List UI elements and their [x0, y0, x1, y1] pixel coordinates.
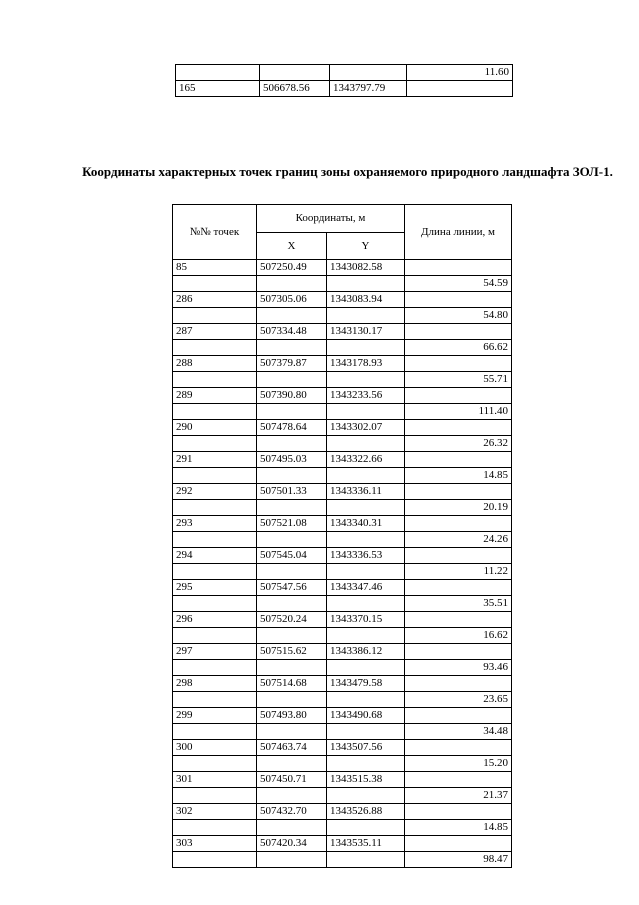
x-cell: 507493.80 — [257, 708, 327, 724]
table-row — [173, 660, 512, 676]
x-cell: 507520.24 — [257, 612, 327, 628]
point-cell — [173, 788, 257, 804]
point-cell — [173, 852, 257, 868]
y-cell — [327, 500, 405, 516]
length-cell: 111.40 — [405, 404, 512, 420]
length-cell: 24.26 — [405, 532, 512, 548]
length-cell: 93.46 — [405, 660, 512, 676]
length-cell — [405, 708, 512, 724]
x-cell: 506678.56 — [260, 81, 330, 97]
point-cell — [173, 468, 257, 484]
x-cell — [257, 820, 327, 836]
length-cell: 35.51 — [405, 596, 512, 612]
table-row — [173, 724, 512, 740]
y-cell — [327, 564, 405, 580]
length-cell — [405, 484, 512, 500]
x-cell — [260, 65, 330, 81]
table-row — [173, 372, 512, 388]
table-row — [173, 356, 512, 372]
y-cell: 1343336.11 — [327, 484, 405, 500]
table-row — [173, 804, 512, 820]
length-cell — [405, 420, 512, 436]
table-row — [173, 612, 512, 628]
y-cell — [327, 404, 405, 420]
table-row — [173, 772, 512, 788]
table-row — [173, 388, 512, 404]
y-cell — [327, 788, 405, 804]
x-cell: 507515.62 — [257, 644, 327, 660]
y-cell — [327, 372, 405, 388]
x-cell: 507432.70 — [257, 804, 327, 820]
x-cell: 507379.87 — [257, 356, 327, 372]
length-cell: 15.20 — [405, 756, 512, 772]
point-cell — [173, 500, 257, 516]
y-cell — [327, 852, 405, 868]
x-cell — [257, 404, 327, 420]
x-cell: 507390.80 — [257, 388, 327, 404]
x-cell — [257, 788, 327, 804]
table-row — [176, 81, 513, 97]
y-cell — [327, 660, 405, 676]
length-cell — [405, 388, 512, 404]
point-cell: 302 — [173, 804, 257, 820]
x-cell — [257, 468, 327, 484]
length-cell: 14.85 — [405, 820, 512, 836]
point-cell: 291 — [173, 452, 257, 468]
y-cell: 1343083.94 — [327, 292, 405, 308]
y-cell — [327, 468, 405, 484]
x-cell: 507478.64 — [257, 420, 327, 436]
x-cell — [257, 308, 327, 324]
length-cell: 16.62 — [405, 628, 512, 644]
length-cell — [405, 324, 512, 340]
length-cell: 26.32 — [405, 436, 512, 452]
length-cell — [405, 452, 512, 468]
table-row — [173, 260, 512, 276]
y-cell — [327, 532, 405, 548]
table-row — [173, 628, 512, 644]
point-cell: 303 — [173, 836, 257, 852]
point-cell: 296 — [173, 612, 257, 628]
point-cell: 292 — [173, 484, 257, 500]
continuation-table-body — [176, 65, 513, 97]
x-cell — [257, 436, 327, 452]
x-cell — [257, 276, 327, 292]
table-row — [173, 308, 512, 324]
x-cell — [257, 852, 327, 868]
y-cell — [327, 628, 405, 644]
table-row — [173, 500, 512, 516]
y-cell — [327, 820, 405, 836]
point-cell: 298 — [173, 676, 257, 692]
y-cell — [330, 65, 407, 81]
length-cell: 21.37 — [405, 788, 512, 804]
y-cell — [327, 596, 405, 612]
table-row — [173, 596, 512, 612]
table-row — [173, 404, 512, 420]
table-row — [173, 484, 512, 500]
point-cell: 300 — [173, 740, 257, 756]
x-cell — [257, 532, 327, 548]
point-cell: 289 — [173, 388, 257, 404]
length-cell — [407, 81, 513, 97]
length-cell — [405, 804, 512, 820]
page-title: Координаты характерных точек границ зоны охраняемого природного ландшафта ЗОЛ-1. — [82, 164, 613, 179]
length-cell: 23.65 — [405, 692, 512, 708]
point-cell — [173, 404, 257, 420]
point-cell: 165 — [176, 81, 260, 97]
point-cell: 287 — [173, 324, 257, 340]
table-row — [173, 836, 512, 852]
length-cell — [405, 612, 512, 628]
point-cell — [173, 724, 257, 740]
y-cell — [327, 692, 405, 708]
x-cell: 507250.49 — [257, 260, 327, 276]
table-row — [173, 548, 512, 564]
table-row — [173, 420, 512, 436]
table-row — [173, 452, 512, 468]
length-cell — [405, 356, 512, 372]
length-cell — [405, 580, 512, 596]
y-cell: 1343535.11 — [327, 836, 405, 852]
point-cell — [173, 820, 257, 836]
table-row — [173, 436, 512, 452]
y-cell: 1343797.79 — [330, 81, 407, 97]
table-row — [173, 692, 512, 708]
header-length: Длина линии, м — [405, 205, 512, 260]
point-cell: 297 — [173, 644, 257, 660]
continuation-table — [175, 64, 513, 97]
point-cell — [173, 596, 257, 612]
point-cell — [173, 628, 257, 644]
x-cell — [257, 372, 327, 388]
point-cell: 299 — [173, 708, 257, 724]
point-cell: 290 — [173, 420, 257, 436]
y-cell: 1343082.58 — [327, 260, 405, 276]
coordinates-table — [172, 204, 512, 868]
coordinates-table-header — [173, 205, 512, 260]
length-cell: 11.22 — [405, 564, 512, 580]
table-row — [173, 708, 512, 724]
y-cell: 1343526.88 — [327, 804, 405, 820]
x-cell: 507495.03 — [257, 452, 327, 468]
y-cell: 1343479.58 — [327, 676, 405, 692]
point-cell — [173, 660, 257, 676]
x-cell: 507547.56 — [257, 580, 327, 596]
table-row — [173, 756, 512, 772]
y-cell — [327, 724, 405, 740]
header-coordinates: Координаты, м — [257, 205, 405, 233]
point-cell: 286 — [173, 292, 257, 308]
x-cell: 507514.68 — [257, 676, 327, 692]
length-cell — [405, 676, 512, 692]
point-cell — [173, 436, 257, 452]
header-y: Y — [327, 233, 405, 260]
y-cell: 1343347.46 — [327, 580, 405, 596]
x-cell — [257, 564, 327, 580]
x-cell: 507450.71 — [257, 772, 327, 788]
table-row — [173, 852, 512, 868]
point-cell — [173, 340, 257, 356]
point-cell: 301 — [173, 772, 257, 788]
y-cell: 1343322.66 — [327, 452, 405, 468]
coordinates-table-body — [173, 260, 512, 868]
table-row — [173, 580, 512, 596]
y-cell: 1343370.15 — [327, 612, 405, 628]
x-cell — [257, 756, 327, 772]
table-row — [173, 532, 512, 548]
point-cell — [176, 65, 260, 81]
header-points: №№ точек — [173, 205, 257, 260]
length-cell: 34.48 — [405, 724, 512, 740]
length-cell — [405, 260, 512, 276]
length-cell — [405, 772, 512, 788]
y-cell: 1343302.07 — [327, 420, 405, 436]
y-cell: 1343130.17 — [327, 324, 405, 340]
point-cell — [173, 372, 257, 388]
table-row — [173, 292, 512, 308]
length-cell — [405, 644, 512, 660]
length-cell: 20.19 — [405, 500, 512, 516]
y-cell — [327, 340, 405, 356]
x-cell — [257, 692, 327, 708]
x-cell: 507305.06 — [257, 292, 327, 308]
table-row — [173, 644, 512, 660]
x-cell — [257, 660, 327, 676]
x-cell: 507521.08 — [257, 516, 327, 532]
length-cell — [405, 548, 512, 564]
point-cell: 288 — [173, 356, 257, 372]
table-row — [173, 468, 512, 484]
y-cell: 1343386.12 — [327, 644, 405, 660]
x-cell: 507463.74 — [257, 740, 327, 756]
table-row — [173, 564, 512, 580]
length-cell: 66.62 — [405, 340, 512, 356]
x-cell: 507501.33 — [257, 484, 327, 500]
point-cell: 295 — [173, 580, 257, 596]
length-cell: 11.60 — [407, 65, 513, 81]
y-cell: 1343336.53 — [327, 548, 405, 564]
table-row — [173, 324, 512, 340]
x-cell: 507334.48 — [257, 324, 327, 340]
y-cell — [327, 276, 405, 292]
length-cell: 55.71 — [405, 372, 512, 388]
length-cell: 98.47 — [405, 852, 512, 868]
length-cell: 54.80 — [405, 308, 512, 324]
point-cell: 85 — [173, 260, 257, 276]
header-x: X — [257, 233, 327, 260]
point-cell — [173, 308, 257, 324]
point-cell — [173, 564, 257, 580]
point-cell — [173, 532, 257, 548]
table-row — [173, 788, 512, 804]
x-cell: 507420.34 — [257, 836, 327, 852]
table-row — [173, 820, 512, 836]
table-row — [176, 65, 513, 81]
x-cell — [257, 340, 327, 356]
x-cell: 507545.04 — [257, 548, 327, 564]
table-row — [173, 516, 512, 532]
x-cell — [257, 500, 327, 516]
table-row — [173, 740, 512, 756]
y-cell: 1343515.38 — [327, 772, 405, 788]
y-cell: 1343490.68 — [327, 708, 405, 724]
y-cell: 1343507.56 — [327, 740, 405, 756]
y-cell: 1343178.93 — [327, 356, 405, 372]
table-row — [173, 676, 512, 692]
length-cell: 54.59 — [405, 276, 512, 292]
y-cell — [327, 756, 405, 772]
length-cell — [405, 516, 512, 532]
point-cell — [173, 692, 257, 708]
point-cell — [173, 276, 257, 292]
x-cell — [257, 596, 327, 612]
point-cell — [173, 756, 257, 772]
length-cell — [405, 836, 512, 852]
table-row — [173, 276, 512, 292]
point-cell: 294 — [173, 548, 257, 564]
y-cell: 1343233.56 — [327, 388, 405, 404]
length-cell — [405, 292, 512, 308]
point-cell: 293 — [173, 516, 257, 532]
table-row — [173, 340, 512, 356]
y-cell — [327, 308, 405, 324]
x-cell — [257, 628, 327, 644]
y-cell: 1343340.31 — [327, 516, 405, 532]
length-cell: 14.85 — [405, 468, 512, 484]
length-cell — [405, 740, 512, 756]
y-cell — [327, 436, 405, 452]
x-cell — [257, 724, 327, 740]
